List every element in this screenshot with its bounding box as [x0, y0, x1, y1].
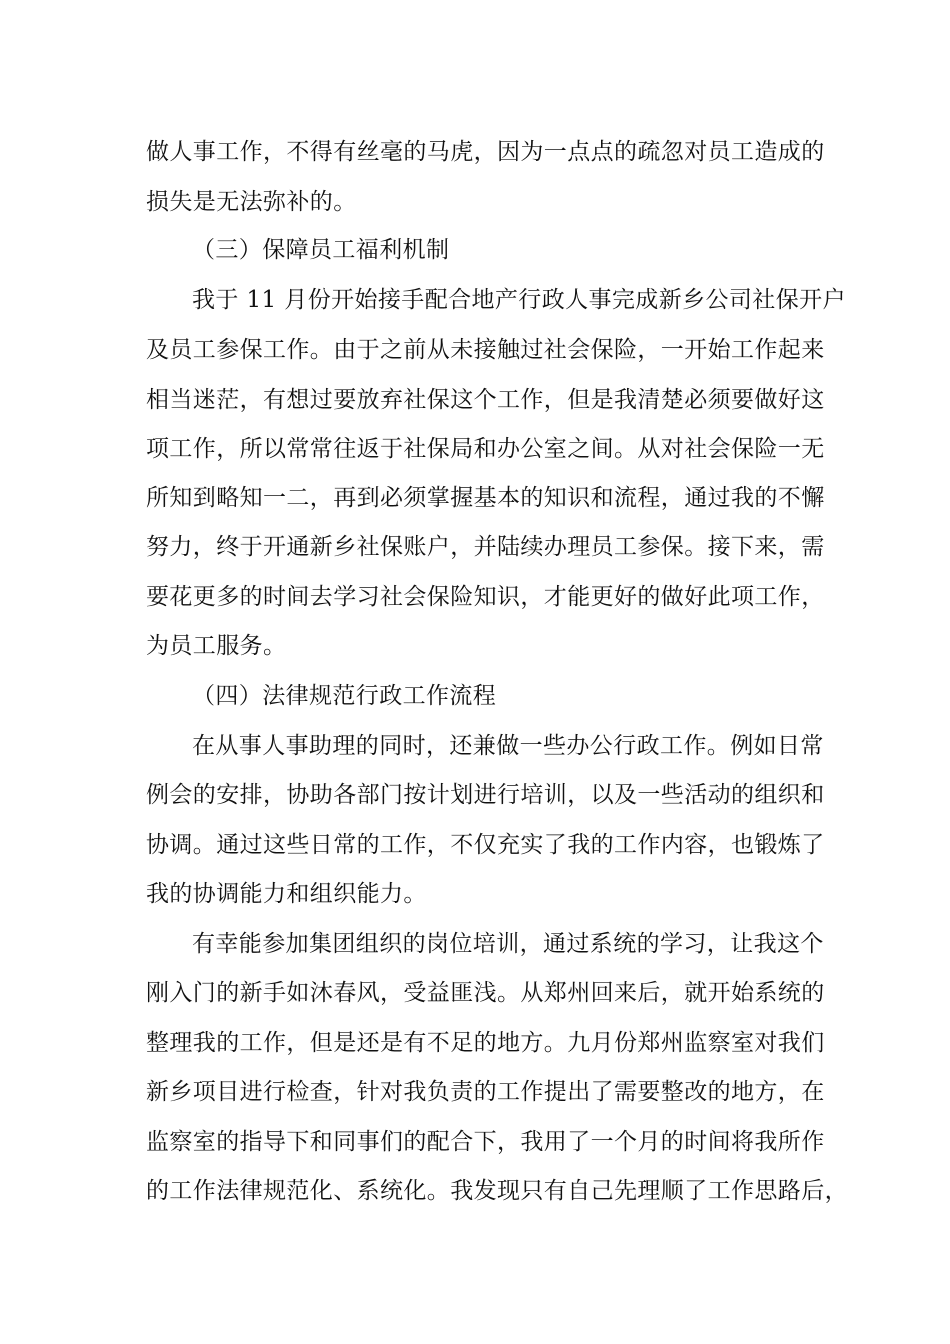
text-line: 相当迷茫，有想过要放弃社保这个工作，但是我清楚必须要做好这 — [146, 387, 825, 413]
text-line: 努力，终于开通新乡社保账户，并陆续办理员工参保。接下来，需 — [146, 534, 825, 560]
section-heading-3: （三）保障员工福利机制 — [192, 237, 450, 263]
text-line: 监察室的指导下和同事们的配合下，我用了一个月的时间将我所作 — [146, 1129, 825, 1155]
text-line: 损失是无法弥补的。 — [146, 189, 357, 215]
text-line: 要花更多的时间去学习社会保险知识，才能更好的做好此项工作， — [146, 584, 825, 610]
paragraph-start: 有幸能参加集团组织的岗位培训，通过系统的学习，让我这个 — [192, 931, 824, 957]
text-line: 新乡项目进行检查，针对我负责的工作提出了需要整改的地方，在 — [146, 1079, 825, 1105]
text-line: 我的协调能力和组织能力。 — [146, 881, 427, 907]
text-line: 所知到略知一二，再到必须掌握基本的知识和流程，通过我的不懈 — [146, 485, 825, 511]
text-line: 刚入门的新手如沐春风，受益匪浅。从郑州回来后，就开始系统的 — [146, 980, 825, 1006]
text-line: 及员工参保工作。由于之前从未接触过社会保险，一开始工作起来 — [146, 337, 825, 363]
paragraph-start: 在从事人事助理的同时，还兼做一些办公行政工作。例如日常 — [192, 733, 824, 759]
paragraph-start: 我于 11 月份开始接手配合地产行政人事完成新乡公司社保开户 — [192, 287, 846, 313]
text-line: 例会的安排，协助各部门按计划进行培训，以及一些活动的组织和 — [146, 782, 825, 808]
text-line: 协调。通过这些日常的工作，不仅充实了我的工作内容，也锻炼了 — [146, 832, 825, 858]
text-line: 为员工服务。 — [146, 633, 287, 659]
text-line: 项工作，所以常常往返于社保局和办公室之间。从对社会保险一无 — [146, 436, 825, 462]
text-line: 的工作法律规范化、系统化。我发现只有自己先理顺了工作思路后， — [146, 1178, 848, 1204]
text-line: 整理我的工作，但是还是有不足的地方。九月份郑州监察室对我们 — [146, 1030, 825, 1056]
text-line: 做人事工作，不得有丝毫的马虎，因为一点点的疏忽对员工造成的 — [146, 139, 825, 165]
section-heading-4: （四）法律规范行政工作流程 — [192, 683, 497, 709]
